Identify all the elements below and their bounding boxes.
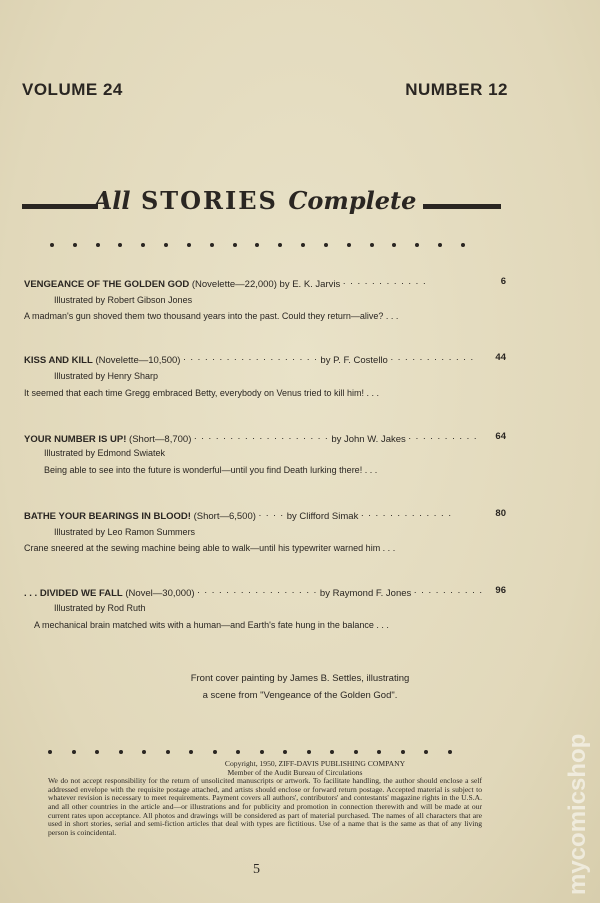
cover-credit — [0, 670, 600, 704]
copyright-member-line: Member of the Audit Bureau of Circulations — [227, 767, 363, 777]
dot-separator-bottom — [48, 750, 452, 754]
toc-title — [0, 186, 555, 215]
cover-credit-line2: a scene from "Vengeance of the Golden God". — [202, 690, 398, 701]
story-title: YOUR NUMBER IS UP! — [24, 434, 127, 445]
story-title: KISS AND KILL — [24, 355, 93, 366]
story-teaser: It seemed that each time Gregg embraced Betty, everybody on Venus tried to kill him! . . . — [24, 388, 380, 398]
story-detail: (Short—8,700) — [129, 434, 192, 445]
story-title: BATHE YOUR BEARINGS IN BLOOD! — [24, 511, 191, 522]
story-teaser: Crane sneered at the sewing machine being able to walk—until his typewriter warned him . . . — [24, 543, 396, 553]
volume-label: VOLUME 24 — [22, 80, 123, 99]
story-page: 44 — [495, 352, 506, 363]
title-complete: Complete — [288, 186, 417, 215]
copyright-line: Copyright, 1950, ZIFF-DAVIS PUBLISHING COMPANY — [224, 759, 406, 768]
story-illustrator: Illustrated by Robert Gibson Jones — [54, 295, 193, 305]
cover-credit-line1: Front cover painting by James B. Settles, illustrating — [190, 673, 410, 684]
story-entry: . . . DIVIDED WE FALL (Novel—30,000) . . . . . . . . . . . . . . . . . by Raymond F. Jones . . . . . . . . . . 96 — [24, 585, 506, 599]
story-detail: (Novelette—10,500) — [95, 355, 181, 366]
story-author: by Clifford Simak — [286, 511, 359, 522]
story-entry: YOUR NUMBER IS UP! (Short—8,700) . . . . . . . . . . . . . . . . . . . by John W. Jakes . . . . . . . . . . 64 — [24, 431, 506, 445]
story-illustrator: Illustrated by Leo Ramon Summers — [54, 527, 196, 537]
story-page: 64 — [495, 431, 506, 442]
title-stories: STORIES — [140, 186, 278, 215]
story-title: . . . DIVIDED WE FALL — [24, 588, 123, 599]
story-page: 6 — [500, 276, 506, 287]
story-author: by John W. Jakes — [331, 434, 406, 445]
story-page: 80 — [495, 508, 506, 519]
story-detail: (Novel—30,000) — [125, 588, 195, 599]
copyright-notice — [48, 760, 482, 837]
copyright-body: We do not accept responsibility for the return of unsolicited manuscripts or artwork. To facilitate handling, the author should enclose a self addressed envelope with the requisite postage attached, and artists should enclose or forward return postage. Accepted material is subject to whatever revision is necessary to meet requirements. Payment covers all authors', contributors' and contestants' magazine rights in the U.S.A. and all other countries in the article and—or illustrations and for publicity and promotion in connection therewith and will be made at our current rates upon acceptance. All photos and drawings will be considered as part of material purchased. The names of all characters that are used in short stories, serial and semi-fiction articles that deal with types are fictitious. Use of a name that is the same as that of any living person is coincidental. — [48, 776, 482, 837]
story-teaser: A madman's gun shoved them two thousand years into the past. Could they return—alive? . . . — [24, 311, 399, 321]
story-illustrator: Illustrated by Henry Sharp — [54, 371, 159, 381]
story-author: by P. F. Costello — [320, 355, 388, 366]
watermark-logo — [563, 680, 593, 900]
story-author: by E. K. Jarvis — [279, 279, 341, 290]
story-entry: VENGEANCE OF THE GOLDEN GOD (Novelette—22,000) by E. K. Jarvis . . . . . . . . . . . . 6 — [24, 276, 506, 290]
story-teaser: Being able to see into the future is wonderful—until you find Death lurking there! . . . — [44, 465, 378, 475]
title-all: All — [93, 186, 131, 215]
story-detail: (Short—6,500) — [193, 511, 256, 522]
story-teaser: A mechanical brain matched wits with a human—and Earth's fate hung in the balance . . . — [34, 620, 389, 630]
page-number: 5 — [253, 862, 260, 877]
story-page: 96 — [495, 585, 506, 596]
story-author: by Raymond F. Jones — [319, 588, 412, 599]
story-illustrator: Illustrated by Rod Ruth — [54, 603, 146, 613]
story-detail: (Novelette—22,000) — [191, 279, 277, 290]
story-illustrator: Illustrated by Edmond Swiatek — [44, 448, 166, 458]
story-entry: BATHE YOUR BEARINGS IN BLOOD! (Short—6,500) . . . . by Clifford Simak . . . . . . . . . . . . . 80 — [24, 508, 506, 522]
dot-separator-top — [50, 243, 465, 247]
svg-text:mycomicshop: mycomicshop — [564, 733, 591, 895]
story-entry: KISS AND KILL (Novelette—10,500) . . . . . . . . . . . . . . . . . . . by P. F. Costello . . . . . . . . . . . . 44 — [24, 352, 506, 366]
issue-number: NUMBER 12 — [405, 80, 508, 99]
story-title: VENGEANCE OF THE GOLDEN GOD — [24, 279, 190, 290]
